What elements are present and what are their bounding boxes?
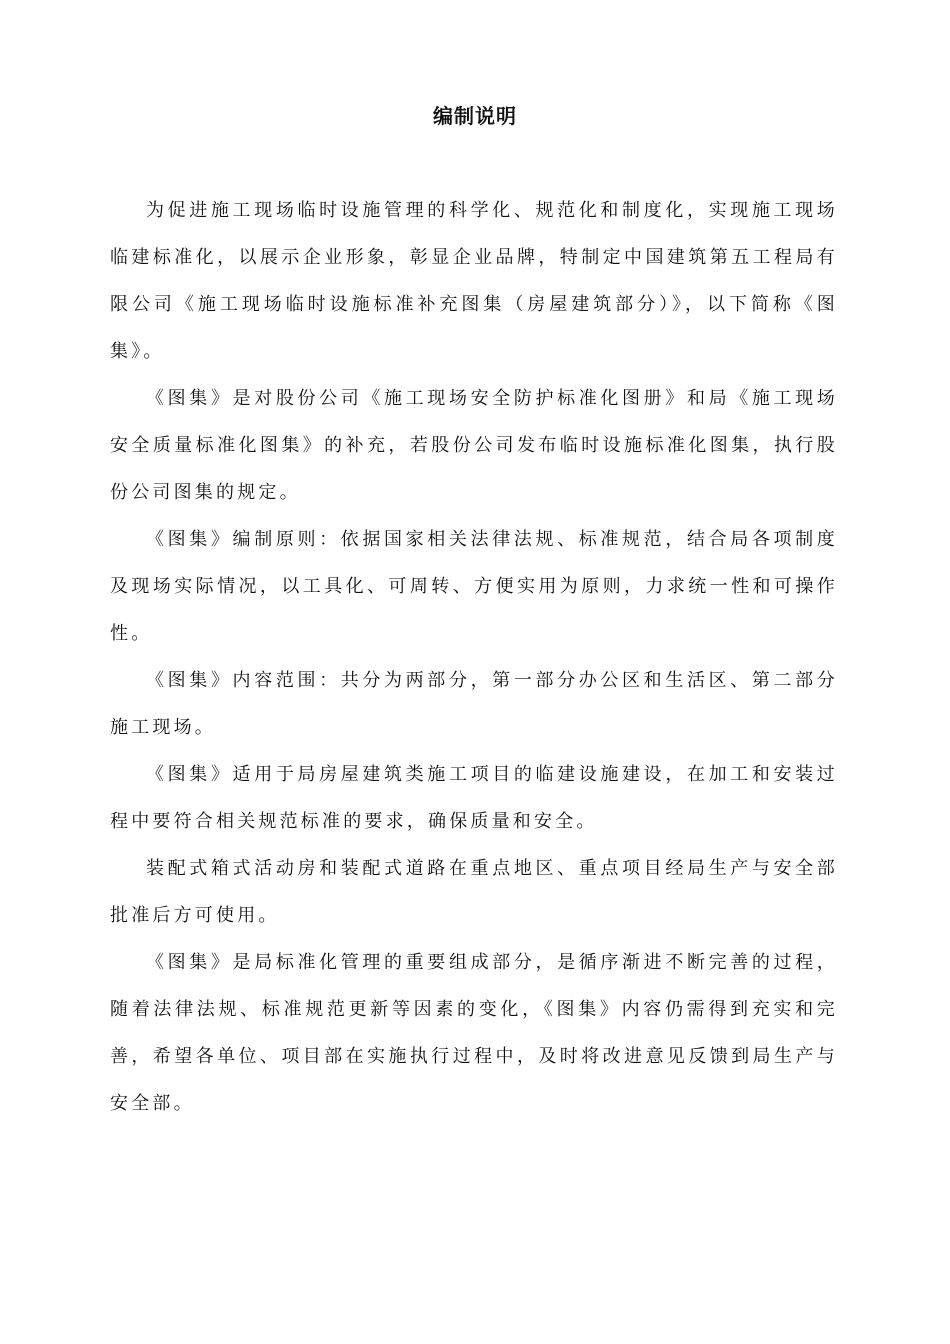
paragraph-purpose: 为促进施工现场临时设施管理的科学化、规范化和制度化，实现施工现场临建标准化，以展示企业形象，彰显企业品牌，特制定中国建筑第五工程局有限公司《施工现场临时设施标准补充图集（房屋建筑部分）》，以下简称《图集》。 — [110, 200, 838, 362]
paragraph-supplement: 《图集》是对股份公司《施工现场安全防护标准化图册》和局《施工现场安全质量标准化图集》的补充，若股份公司发布临时设施标准化图集，执行股份公司图集的规定。 — [110, 388, 838, 503]
paragraph-prefab-approval: 装配式箱式活动房和装配式道路在重点地区、重点项目经局生产与安全部批准后方可使用。 — [110, 858, 838, 926]
paragraph-principles: 《图集》编制原则：依据国家相关法律法规、标准规范，结合局各项制度及现场实际情况，以工具化、可周转、方便实用为原则，力求统一性和可操作性。 — [110, 529, 838, 644]
paragraph-applicability: 《图集》适用于局房屋建筑类施工项目的临建设施建设，在加工和安装过程中要符合相关规范标准的要求，确保质量和安全。 — [110, 764, 838, 832]
paragraph-scope: 《图集》内容范围：共分为两部分，第一部分办公区和生活区、第二部分施工现场。 — [110, 670, 838, 738]
document-title: 编制说明 — [433, 104, 517, 128]
paragraph-improvement: 《图集》是局标准化管理的重要组成部分，是循序渐进不断完善的过程，随着法律法规、标准规范更新等因素的变化，《图集》内容仍需得到充实和完善，希望各单位、项目部在实施执行过程中，及时将改进意见反馈到局生产与安全部。 — [110, 952, 838, 1114]
document-body — [110, 187, 838, 1127]
